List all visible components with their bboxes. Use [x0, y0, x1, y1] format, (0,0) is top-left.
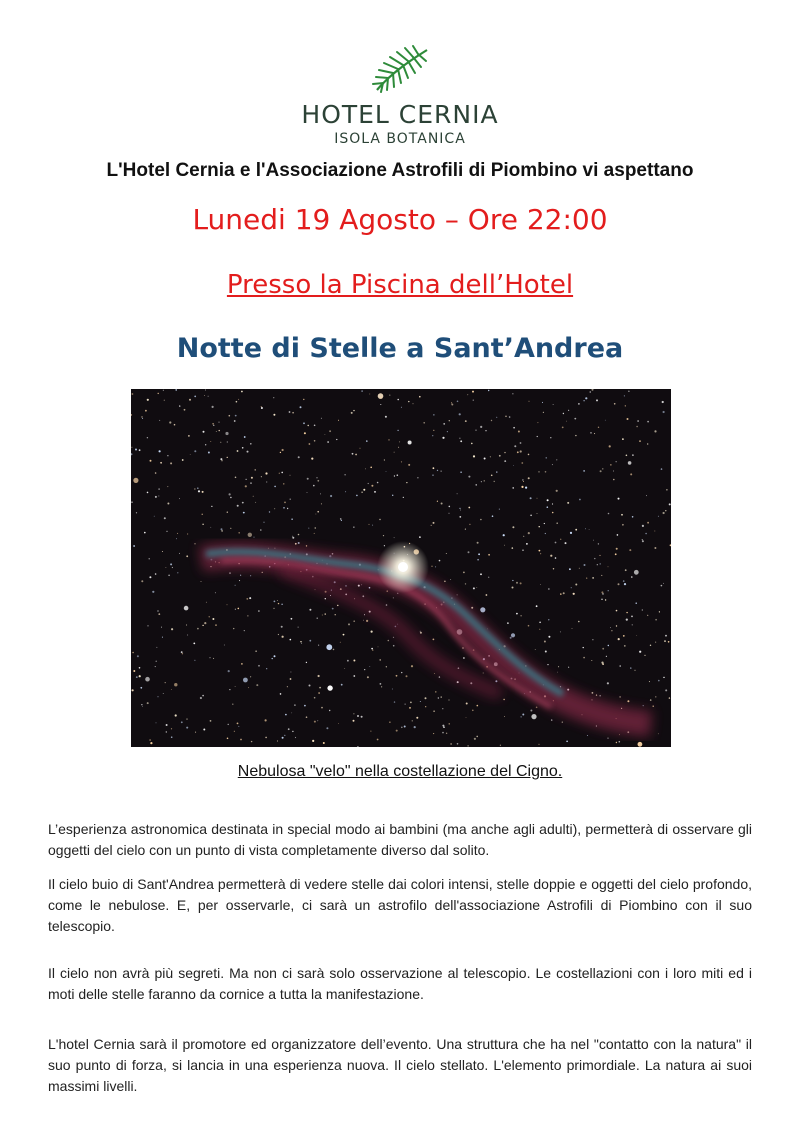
paragraph: Il cielo buio di Sant'Andrea permetterà di vedere stelle dai colori intensi, stelle doppie e oggetti del cielo profondo, come le nebulose. E, per osservarle, ci sarà un astrofilo dell'associazione Astrofili di Piombino con il suo telescopio. — [48, 876, 752, 934]
photo-caption: Nebulosa "velo" nella costellazione del Cigno. — [237, 763, 563, 780]
event-title: Notte di Stelle a Sant’Andrea — [176, 333, 624, 364]
event-place: Presso la Piscina dell’Hotel — [226, 270, 574, 300]
paragraph: L’esperienza astronomica destinata in special modo ai bambini (ma anche agli adulti), permetterà di osservare gli oggetti del cielo con un punto di vista completamente diverso dal solito. — [48, 821, 752, 858]
paragraph: L'hotel Cernia sarà il promotore ed organizzatore dell’evento. Una struttura che ha nel "contatto con la natura" il suo punto di forza, si lancia in una esperienza nuova. Il cielo stellato. L'elemento primordiale. La natura ai suoi massimi livelli. — [48, 1036, 752, 1094]
palm-leaf-icon — [365, 44, 435, 94]
paragraph: Il cielo non avrà più segreti. Ma non ci sarà solo osservazione al telescopio. Le costellazioni con i loro miti ed i moti delle stelle faranno da cornice a tutta la manifestazione. — [48, 965, 752, 1002]
intro-line: L'Hotel Cernia e l'Associazione Astrofili di Piombino vi aspettano — [106, 160, 694, 181]
hotel-name: HOTEL CERNIA — [301, 100, 499, 129]
event-date: Lunedi 19 Agosto – Ore 22:00 — [192, 203, 608, 236]
hotel-logo — [0, 44, 800, 94]
hotel-subtitle: ISOLA BOTANICA — [334, 131, 466, 147]
nebula-photo — [131, 389, 671, 747]
